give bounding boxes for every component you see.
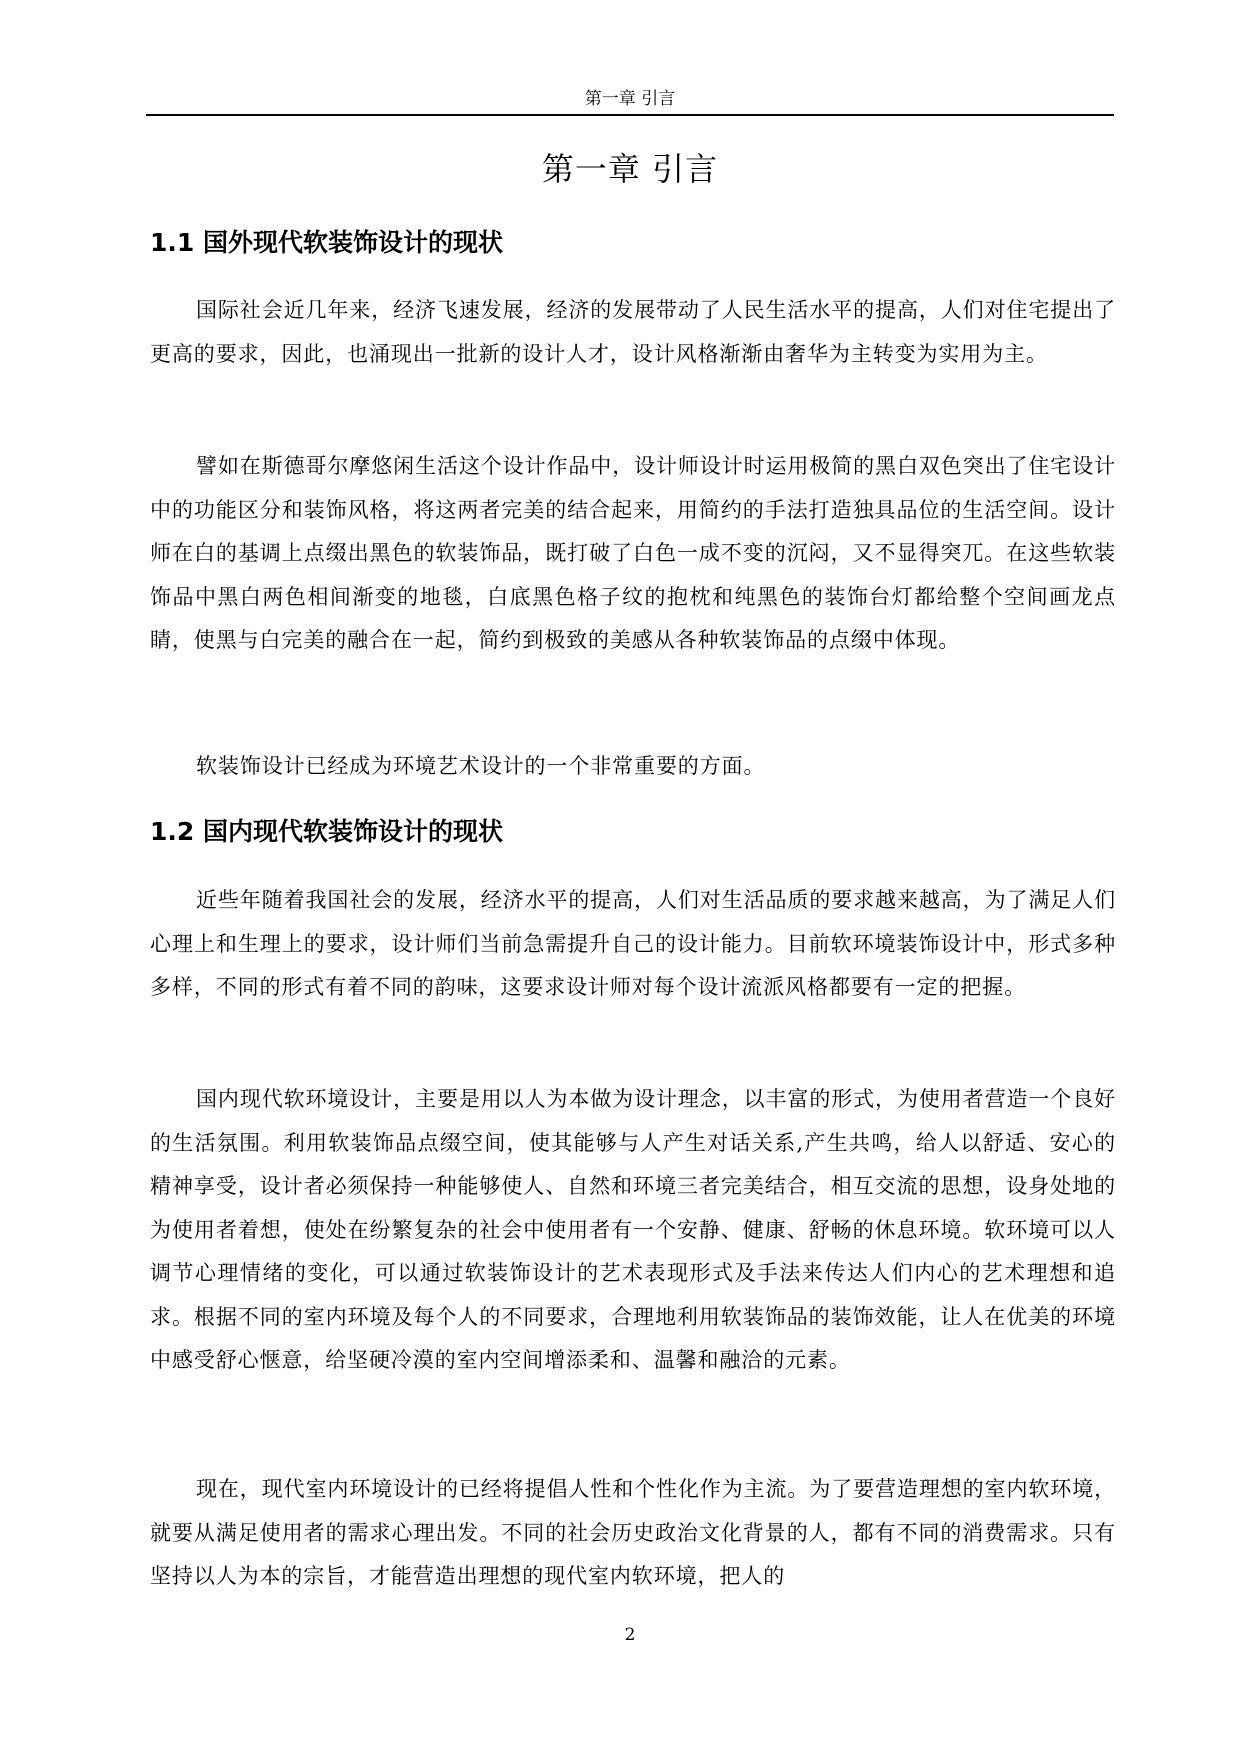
header-rule [146, 114, 1114, 116]
paragraph: 国际社会近几年来，经济飞速发展，经济的发展带动了人民生活水平的提高，人们对住宅提出了更高的要求，因此，也涌现出一批新的设计人才，设计风格渐渐由奢华为主转变为实用为主。 [150, 298, 1116, 366]
section-heading-1-2: 1.2 国内现代软装饰设计的现状 [150, 817, 503, 846]
running-header: 第一章 引言 [584, 89, 676, 109]
paragraph: 现在，现代室内环境设计的已经将提倡人性和个性化作为主流。为了要营造理想的室内软环境，就要从满足使用者的需求心理出发。不同的社会历史政治文化背景的人，都有不同的消费需求。只有坚持以人为本的宗旨，才能营造出理想的现代室内软环境，把人的 [150, 1477, 1116, 1588]
chapter-title: 第一章 引言 [541, 150, 719, 188]
paragraph: 近些年随着我国社会的发展，经济水平的提高，人们对生活品质的要求越来越高，为了满足人们心理上和生理上的要求，设计师们当前急需提升自己的设计能力。目前软环境装饰设计中，形式多种多样，不同的形式有着不同的韵味，这要求设计师对每个设计流派风格都要有一定的把握。 [150, 888, 1116, 999]
paragraph: 国内现代软环境设计，主要是用以人为本做为设计理念，以丰富的形式，为使用者营造一个良好的生活氛围。利用软装饰品点缀空间，使其能够与人产生对话关系,产生共鸣，给人以舒适、安心的精神享受，设计者必须保持一种能够使人、自然和环境三者完美结合，相互交流的思想，设身处地的为使用者着想，使处在纷繁复杂的社会中使用者有一个安静、健康、舒畅的休息环境。软环境可以人调节心理情绪的变化，可以通过软装饰设计的艺术表现形式及手法来传达人们内心的艺术理想和追求。根据不同的室内环境及每个人的不同要求，合理地利用软装饰品的装饰效能，让人在优美的环境中感受舒心惬意，给坚硬冷漠的室内空间增添柔和、温馨和融洽的元素。 [150, 1087, 1116, 1372]
page-number: 2 [624, 1625, 636, 1645]
section-heading-1-1: 1.1 国外现代软装饰设计的现状 [150, 228, 503, 257]
paragraph: 譬如在斯德哥尔摩悠闲生活这个设计作品中，设计师设计时运用极简的黑白双色突出了住宅设计中的功能区分和装饰风格，将这两者完美的结合起来，用简约的手法打造独具品位的生活空间。设计师在白的基调上点缀出黑色的软装饰品，既打破了白色一成不变的沉闷，又不显得突兀。在这些软装饰品中黑白两色相间渐变的地毯，白底黑色格子纹的抱枕和纯黑色的装饰台灯都给整个空间画龙点睛，使黑与白完美的融合在一起，简约到极致的美感从各种软装饰品的点缀中体现。 [150, 454, 1116, 652]
paragraph: 软装饰设计已经成为环境艺术设计的一个非常重要的方面。 [196, 754, 766, 778]
